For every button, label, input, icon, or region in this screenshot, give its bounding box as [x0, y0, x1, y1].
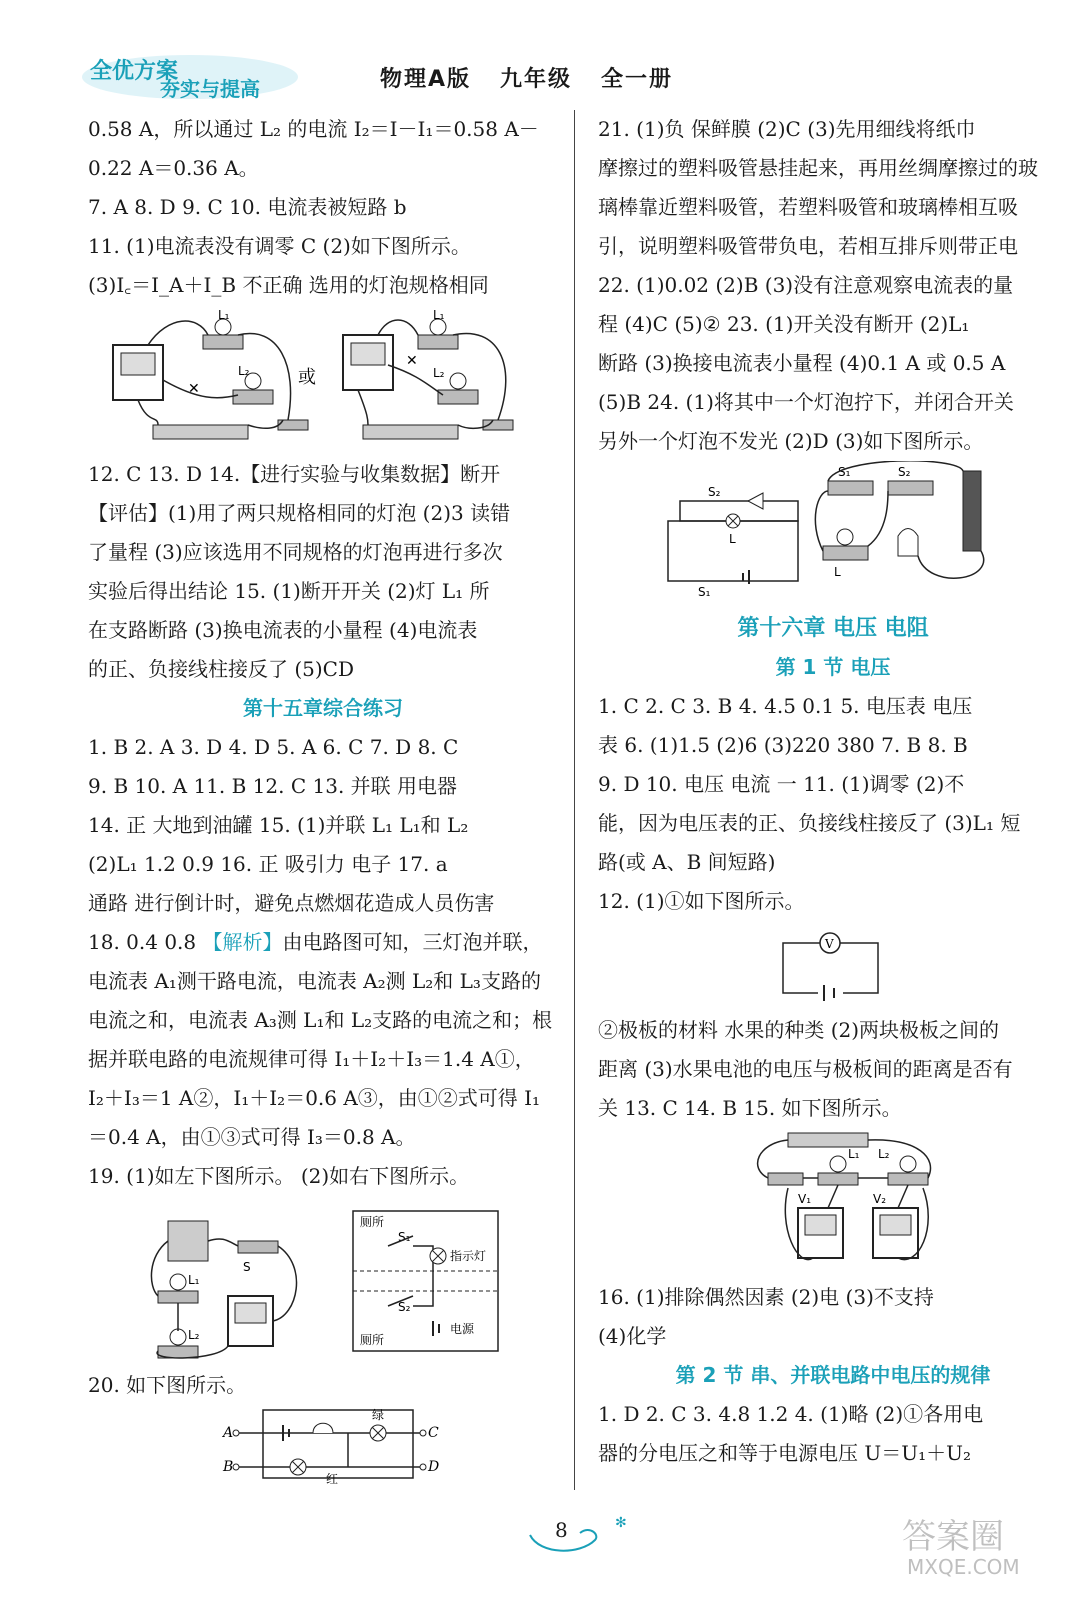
text-line: 关 13. C 14. B 15. 如下图所示。 — [598, 1096, 902, 1120]
text-line: 断路 (3)换接电流表小量程 (4)0.1 A 或 0.5 A — [598, 351, 1006, 375]
text-line: 路(或 A、B 间短路) — [598, 850, 776, 874]
circuit-illustration-24 — [598, 461, 1058, 609]
fig20-red: 红 — [326, 1472, 339, 1485]
header-title: 物理A版 九年级 全一册 — [380, 67, 673, 92]
section-heading-15: 第十五章综合练习 — [243, 696, 403, 720]
text-line: 【评估】(1)用了两只规格相同的灯泡 (2)3 读错 — [88, 501, 511, 525]
text-line: 摩擦过的塑料吸管悬挂起来，再用丝绸摩擦过的玻 — [598, 156, 1038, 180]
text-line: 9. B 10. A 11. B 12. C 13. 并联 用电器 — [88, 774, 458, 798]
fig20-d: D — [428, 1459, 440, 1475]
svg-text:✕: ✕ — [188, 381, 200, 397]
fig24-s1: S₁ — [698, 585, 711, 599]
fig19-power: 电源 — [450, 1322, 475, 1336]
figure-12 — [598, 921, 1068, 1011]
text-line: 21. (1)负 保鲜膜 (2)C (3)先用细线将纸巾 — [598, 117, 976, 141]
fig12-v: V — [825, 937, 834, 951]
watermark-logo — [897, 1510, 1067, 1580]
fig15-l1: L₁ — [848, 1147, 860, 1161]
chapter-heading-16: 第十六章 电压 电阻 — [737, 616, 929, 641]
text-line: 12. C 13. D 14.【进行实验与收集数据】断开 — [88, 462, 501, 486]
fig24-s2b: S₂ — [898, 465, 911, 479]
text-line: 电流表 A₁测干路电流，电流表 A₂测 L₂和 L₃支路的 — [88, 969, 541, 993]
text-line: 0.22 A＝0.36 A。 — [88, 156, 259, 180]
figure-15 — [598, 1128, 1068, 1278]
text-line: 能，因为电压表的正、负接线柱接反了 (3)L₁ 短 — [598, 811, 1021, 835]
column-divider — [574, 110, 575, 1490]
fig20-a: A — [223, 1425, 234, 1441]
fig19-s2: S₂ — [398, 1300, 411, 1314]
text-line: 7. A 8. D 9. C 10. 电流表被短路 b — [88, 195, 407, 219]
text-line: ②极板的材料 水果的种类 (2)两块极板之间的 — [598, 1018, 1000, 1042]
watermark-url: MXQE.COM — [907, 1555, 1020, 1579]
text-line: 在支路断路 (3)换电流表的小量程 (4)电流表 — [88, 618, 478, 642]
fig11-or: 或 — [298, 367, 316, 388]
fig24-lb: L — [834, 565, 841, 579]
circuit-diagram-12 — [598, 921, 1058, 1011]
left-column — [88, 110, 558, 1485]
fig24-l: L — [729, 532, 736, 546]
text-line: (4)化学 — [598, 1324, 667, 1348]
text-line: 16. (1)排除偶然因素 (2)电 (3)不支持 — [598, 1285, 934, 1309]
text-line: 0.58 A，所以通过 L₂ 的电流 I₂＝I－I₁＝0.58 A－ — [88, 117, 539, 141]
section-heading-2: 第 2 节 串、并联电路中电压的规律 — [675, 1363, 991, 1387]
page-number: 8 — [555, 1518, 568, 1542]
svg-text:L₂: L₂ — [433, 366, 445, 380]
circuit-illustration-11 — [88, 305, 548, 455]
fig24-s1b: S₁ — [838, 465, 851, 479]
text-line: 的正、负接线柱接反了 (5)CD — [88, 657, 355, 681]
text-line: 了量程 (3)应该选用不同规格的灯泡再进行多次 — [88, 540, 503, 564]
text-line: 表 6. (1)1.5 (2)6 (3)220 380 7. B 8. B — [598, 733, 968, 757]
text-line: 19. (1)如左下图所示。 (2)如右下图所示。 — [88, 1164, 470, 1188]
text-line: 11. (1)电流表没有调零 C (2)如下图所示。 — [88, 234, 471, 258]
text-line: 12. (1)①如下图所示。 — [598, 889, 805, 913]
fig19-l2: L₂ — [188, 1328, 200, 1342]
text-line: 器的分电压之和等于电源电压 U＝U₁＋U₂ — [598, 1441, 971, 1465]
fig15-v1: V₁ — [798, 1192, 812, 1206]
fig19-toilet1: 厕所 — [360, 1215, 385, 1229]
answer-18-values: 18. 0.4 0.8 — [88, 930, 203, 954]
fig15-l2: L₂ — [878, 1147, 890, 1161]
fig19-toilet2: 厕所 — [360, 1333, 385, 1347]
text-line: 距离 (3)水果电池的电压与极板间的距离是否有 — [598, 1057, 1013, 1081]
logo-line2: 夯实与提高 — [160, 77, 260, 101]
text-line: 璃棒靠近塑料吸管，若塑料吸管和玻璃棒相互吸 — [598, 195, 1018, 219]
logo-line1: 全优方案 — [90, 59, 179, 84]
text-line: 据并联电路的电流规律可得 I₁＋I₂＋I₃＝1.4 A①， — [88, 1047, 535, 1071]
fig19-lamp: 指示灯 — [450, 1249, 487, 1263]
text-line-18 — [88, 923, 558, 962]
text-line: (3)I꜀＝I_A＋I_B 不正确 选用的灯泡规格相同 — [88, 273, 489, 297]
text-line: 引，说明塑料吸管带负电，若相互排斥则带正电 — [598, 234, 1018, 258]
answer-18-text: 由电路图可知，三灯泡并联， — [282, 930, 543, 954]
circuit-illustration-15 — [598, 1128, 1058, 1278]
text-line: 14. 正 大地到油罐 15. (1)并联 L₁ L₁和 L₂ — [88, 813, 469, 837]
fig20-b: B — [223, 1459, 234, 1475]
svg-text:L₁: L₁ — [433, 308, 445, 322]
fig19-s: S — [243, 1260, 251, 1274]
section-heading-1: 第 1 节 电压 — [775, 655, 891, 679]
text-line: ＝0.4 A，由①③式可得 I₃＝0.8 A。 — [88, 1125, 416, 1149]
fig24-s2: S₂ — [708, 485, 721, 499]
figure-11 — [88, 305, 558, 455]
figure-19 — [88, 1196, 558, 1366]
text-line: (2)L₁ 1.2 0.9 16. 正 吸引力 电子 17. a — [88, 852, 448, 876]
text-line: I₂＋I₃＝1 A②，I₁＋I₂＝0.6 A③，由①②式可得 I₁ — [88, 1086, 541, 1110]
fig11-l2-label: L₂ — [238, 364, 250, 378]
fig20-c: C — [428, 1425, 439, 1441]
text-line: 1. D 2. C 3. 4.8 1.2 4. (1)略 (2)①各用电 — [598, 1402, 984, 1426]
text-line: 实验后得出结论 15. (1)断开开关 (2)灯 L₁ 所 — [88, 579, 490, 603]
watermark-text: 答案圈 — [902, 1517, 1004, 1557]
book-logo — [80, 52, 300, 102]
text-line: 1. C 2. C 3. B 4. 4.5 0.1 5. 电压表 电压 — [598, 694, 973, 718]
text-line: 9. D 10. 电压 电流 一 11. (1)调零 (2)不 — [598, 772, 965, 796]
svg-text:✻: ✻ — [615, 1515, 627, 1531]
figure-20 — [88, 1405, 558, 1485]
text-line: 程 (4)C (5)② 23. (1)开关没有断开 (2)L₁ — [598, 312, 970, 336]
text-line: 22. (1)0.02 (2)B (3)没有注意观察电流表的量 — [598, 273, 1014, 297]
fig20-green: 绿 — [372, 1408, 385, 1422]
page-header — [80, 52, 680, 107]
analysis-tag: 【解析】 — [202, 930, 283, 954]
figure-24 — [598, 461, 1068, 609]
text-line: (5)B 24. (1)将其中一个灯泡拧下，并闭合开关 — [598, 390, 1014, 414]
fig15-v2: V₂ — [873, 1192, 887, 1206]
fig11-l1-label: L₁ — [218, 308, 230, 322]
circuit-diagram-20 — [88, 1405, 548, 1485]
svg-text:✕: ✕ — [406, 353, 418, 369]
text-line: 通路 进行倒计时，避免点燃烟花造成人员伤害 — [88, 891, 495, 915]
fig19-l1: L₁ — [188, 1273, 200, 1287]
text-line: 另外一个灯泡不发光 (2)D (3)如下图所示。 — [598, 429, 984, 453]
text-line: 电流之和，电流表 A₃测 L₁和 L₂支路的电流之和；根 — [88, 1008, 553, 1032]
text-line: 20. 如下图所示。 — [88, 1373, 247, 1397]
right-column — [598, 110, 1068, 1473]
fig19-s1: S₁ — [398, 1230, 411, 1244]
text-line: 1. B 2. A 3. D 4. D 5. A 6. C 7. D 8. C — [88, 735, 459, 759]
circuit-illustration-19 — [88, 1196, 548, 1366]
page-number-ornament — [520, 1505, 640, 1555]
